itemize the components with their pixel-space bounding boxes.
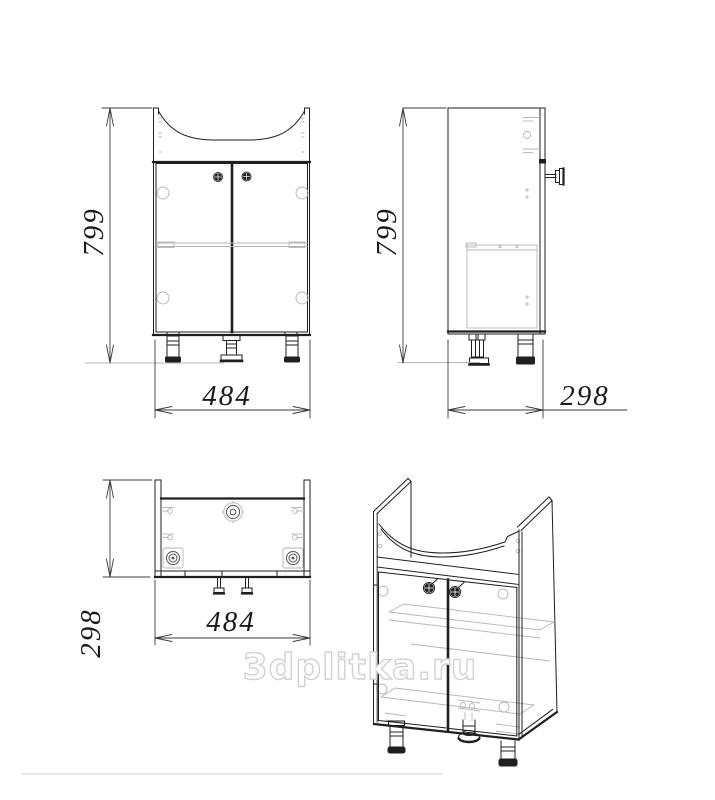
front-width-label: 484	[202, 380, 252, 412]
leg-plate-left	[163, 548, 183, 568]
center-fitting	[222, 501, 245, 524]
door-gap-mark	[540, 160, 546, 164]
top-view	[155, 480, 310, 594]
top-width-label: 484	[206, 606, 256, 638]
top-view-hinges	[161, 508, 304, 540]
front-view	[153, 108, 310, 362]
side-view-dimensions	[371, 108, 627, 418]
doors-front	[156, 164, 308, 333]
watermark: 3dplitka.ru	[242, 647, 478, 688]
front-view-legs	[166, 335, 300, 362]
side-height-label: 799	[371, 207, 403, 257]
leg-plate-right	[283, 548, 303, 568]
side-interior-faint	[466, 243, 537, 328]
knob-left	[213, 172, 222, 181]
top-view-knobs	[214, 577, 252, 594]
iso-basin-curve	[379, 524, 519, 553]
side-hinge-marks	[523, 118, 540, 306]
front-height-label: 799	[78, 207, 110, 257]
knob-right	[242, 172, 251, 181]
basin-curve	[159, 111, 305, 140]
top-depth-label: 298	[75, 608, 107, 658]
iso-bottom-faint	[377, 532, 534, 734]
side-view	[448, 108, 564, 365]
isometric-view	[374, 479, 558, 767]
hinge-ticks-front-top	[159, 118, 305, 152]
top-view-dimensions	[75, 480, 310, 658]
side-depth-label: 298	[560, 380, 610, 412]
side-view-legs	[469, 334, 535, 365]
iso-knob-left	[423, 579, 438, 594]
iso-knob-right	[449, 583, 464, 598]
side-knob	[545, 169, 564, 185]
front-view-dimensions	[78, 108, 310, 418]
